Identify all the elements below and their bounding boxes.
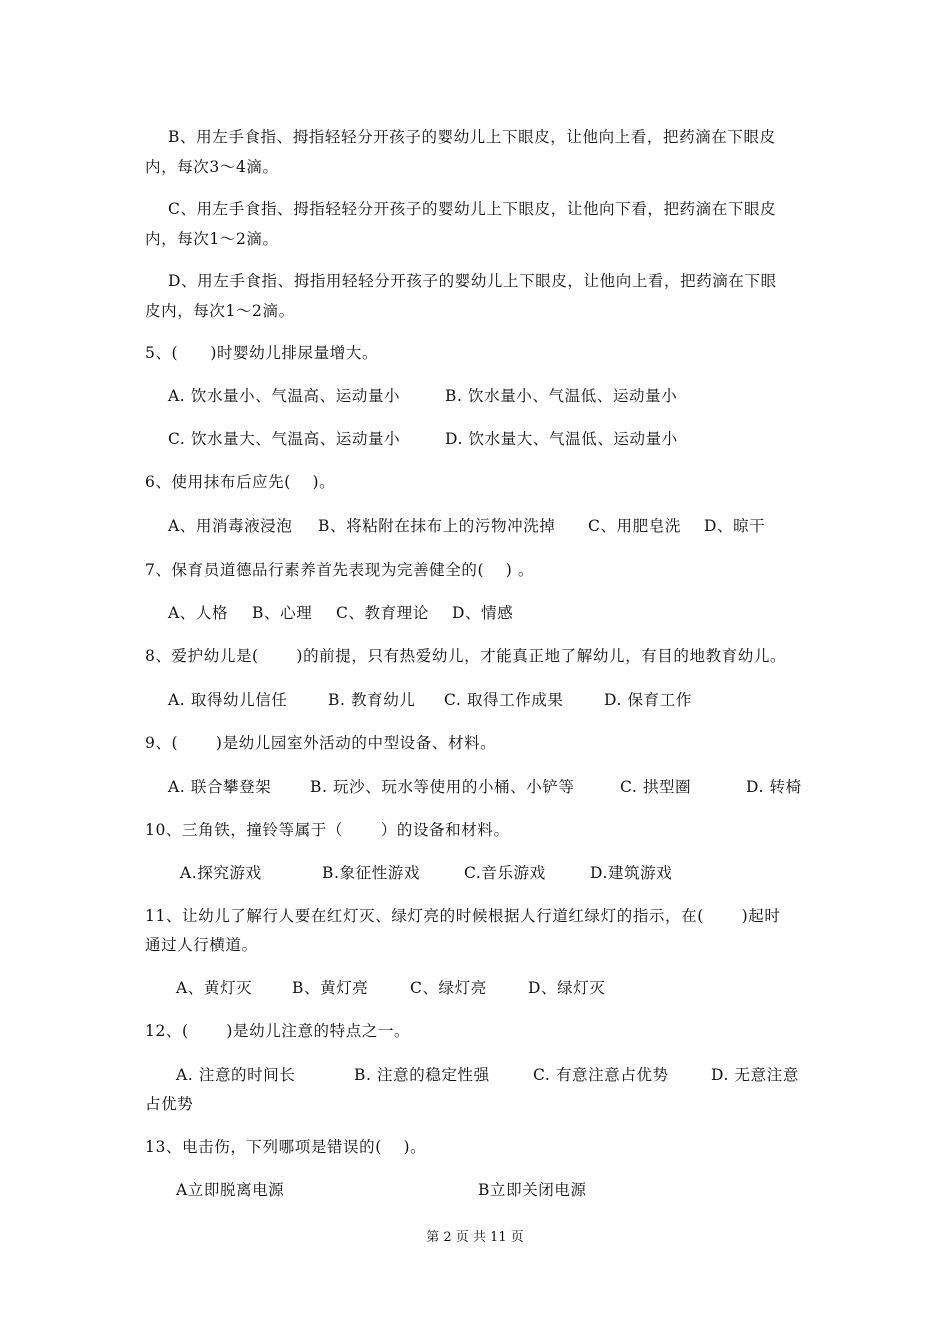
q10-option-a: A.探究游戏 [180, 864, 262, 882]
q4-option-b-line2: 内，每次3～4滴。 [145, 158, 279, 176]
q12-stem: 12、( )是幼儿注意的特点之一。 [145, 1022, 411, 1040]
q5-stem: 5、( )时婴幼儿排尿量增大。 [145, 344, 379, 362]
q13-option-a: A立即脱离电源 [176, 1181, 285, 1199]
q8-stem: 8、爱护幼儿是( )的前提，只有热爱幼儿，才能真正地了解幼儿，有目的地教育幼儿。 [145, 647, 787, 665]
q11-option-b: B、黄灯亮 [292, 979, 369, 997]
q8-option-b: B. 教育幼儿 [328, 691, 416, 709]
q8-option-d: D. 保育工作 [604, 691, 692, 709]
q5-option-d: D. 饮水量大、气温低、运动量小 [445, 430, 678, 448]
q9-stem: 9、( )是幼儿园室外活动的中型设备、材料。 [145, 734, 497, 752]
q4-option-c-line1: C、用左手食指、拇指轻轻分开孩子的婴幼儿上下眼皮，让他向下看，把药滴在下眼皮 [168, 200, 777, 218]
q7-option-d: D、情感 [452, 604, 514, 622]
q7-option-a: A、人格 [168, 604, 229, 622]
q7-option-b: B、心理 [252, 604, 313, 622]
q12-option-b: B. 注意的稳定性强 [354, 1066, 490, 1084]
q5-option-a: A. 饮水量小、气温高、运动量小 [168, 387, 401, 405]
q11-option-c: C、绿灯亮 [410, 979, 487, 997]
q7-option-c: C、教育理论 [336, 604, 429, 622]
q12-option-c: C. 有意注意占优势 [533, 1066, 669, 1084]
q12-option-a: A. 注意的时间长 [176, 1066, 296, 1084]
q8-option-c: C. 取得工作成果 [444, 691, 564, 709]
page-footer: 第 2 页 共 11 页 [426, 1230, 524, 1245]
q6-stem: 6、使用抹布后应先( )。 [145, 473, 336, 491]
q9-option-d: D. 转椅 [746, 778, 802, 796]
q12-option-d: D. 无意注意 [711, 1066, 799, 1084]
q11-option-a: A、黄灯灭 [176, 979, 253, 997]
q5-option-b: B. 饮水量小、气温低、运动量小 [445, 387, 678, 405]
q6-option-b: B、将粘附在抹布上的污物冲洗掉 [318, 517, 556, 535]
q10-option-d: D.建筑游戏 [590, 864, 673, 882]
q6-option-d: D、晾干 [704, 517, 766, 535]
q6-option-a: A、用消毒液浸泡 [168, 517, 293, 535]
q8-option-a: A. 取得幼儿信任 [168, 691, 288, 709]
q11-stem-line1: 11、让幼儿了解行人要在红灯灭、绿灯亮的时候根据人行道红绿灯的指示，在( )起时 [145, 907, 781, 925]
q10-option-c: C.音乐游戏 [464, 864, 546, 882]
q9-option-a: A. 联合攀登架 [168, 778, 272, 796]
q7-stem: 7、保育员道德品行素养首先表现为完善健全的( ) 。 [145, 561, 535, 579]
q13-option-b: B立即关闭电源 [478, 1181, 587, 1199]
q4-option-d-line2: 皮内，每次1～2滴。 [145, 302, 295, 320]
q5-option-c: C. 饮水量大、气温高、运动量小 [168, 430, 401, 448]
q6-option-c: C、用肥皂洗 [588, 517, 681, 535]
q4-option-d-line1: D、用左手食指、拇指用轻轻分开孩子的婴幼儿上下眼皮，让他向上看，把药滴在下眼 [168, 272, 777, 290]
q13-stem: 13、电击伤，下列哪项是错误的( )。 [145, 1138, 427, 1156]
q9-option-b: B. 玩沙、玩水等使用的小桶、小铲等 [310, 778, 575, 796]
q10-stem: 10、三角铁，撞铃等属于（ ）的设备和材料。 [145, 821, 510, 839]
q9-option-c: C. 拱型圈 [620, 778, 692, 796]
q11-option-d: D、绿灯灭 [528, 979, 606, 997]
q11-stem-line2: 通过人行横道。 [145, 936, 258, 954]
q12-option-d-line2: 占优势 [145, 1095, 194, 1113]
q4-option-c-line2: 内，每次1～2滴。 [145, 230, 279, 248]
q4-option-b-line1: B、用左手食指、拇指轻轻分开孩子的婴幼儿上下眼皮，让他向上看，把药滴在下眼皮 [168, 128, 776, 146]
q10-option-b: B.象征性游戏 [322, 864, 421, 882]
